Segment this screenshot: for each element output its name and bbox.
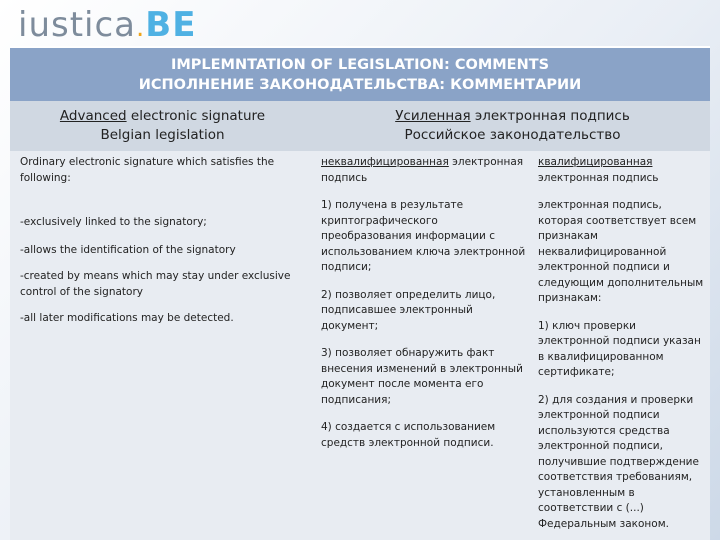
belgian-item-4: -all later modifications may be detected. [20,312,234,324]
belgian-item-1: -exclusively linked to the signatory; [20,216,207,228]
belgian-item-3: -created by means which may stay under exclusive control of the signatory [20,270,291,298]
header-russian-rest: электронная подпись [470,108,630,124]
header-belgian-underlined: Advanced [59,108,127,124]
header-belgian-line1 [60,107,265,126]
unqualified-column [321,155,528,451]
comparison-table [10,101,710,540]
qualified-title [538,155,704,186]
header-belgian-line2: Belgian legislation [100,127,225,143]
title-russian: ИСПОЛНЕНИЕ ЗАКОНОДАТЕЛЬСТВА: КОММЕНТАРИИ [138,76,582,93]
belgian-column [20,155,300,327]
header-cell-russian [315,101,710,151]
header-russian-line2: Российское законодательство [404,127,621,143]
unqualified-item-3: 3) позволяет обнаружить факт внесения изменений в электронный документ после момента его подписания; [321,347,523,406]
qualified-intro: электронная подпись, которая соответствует всем признакам неквалифицированной электронной подписи и следующим дополнительным признакам: [538,199,704,304]
header-russian-line1 [395,107,630,126]
qualified-item-2: 2) для создания и проверки электронной подписи используются средства электронной подписи, получившие подтверждение соответствия требованиям, установленным в соответствии с (...) Федеральным законом. [538,393,699,530]
qualified-column [538,155,704,532]
slide-title-bar [10,46,710,101]
unqualified-title [321,155,528,186]
header-russian-underlined: Усиленная [395,108,471,124]
logo-main-text: iustica [18,5,137,45]
header-belgian-rest: electronic signature [126,108,266,124]
unqualified-item-1: 1) получена в результате криптографического преобразования информации с использованием ключа электронной подписи; [321,199,526,273]
unqualified-item-2: 2) позволяет определить лицо, подписавшее электронный документ; [321,288,496,332]
qualified-title-rest: электронная подпись [538,171,659,184]
iustica-logo [18,5,197,45]
logo-dot: . [136,13,146,43]
belgian-item-2: -allows the identification of the signatory [20,243,236,256]
unqualified-item-4: 4) создается с использованием средств электронной подписи. [321,421,496,449]
table-header-row [10,101,710,151]
qualified-title-underlined: квалифицированная [538,156,653,168]
table-body-row [10,151,710,540]
logo-tld: BE [145,5,197,45]
header-cell-belgian [10,101,315,151]
belgian-intro: Ordinary electronic signature which satisfies the following: [20,156,275,184]
title-english: IMPLEMNTATION OF LEGISLATION: COMMENTS [170,56,550,73]
qualified-item-1: 1) ключ проверки электронной подписи указан в квалифицированном сертификате; [538,319,701,378]
unqualified-title-rest: электронная подпись [321,156,524,184]
unqualified-title-underlined: неквалифицированная [321,156,449,168]
